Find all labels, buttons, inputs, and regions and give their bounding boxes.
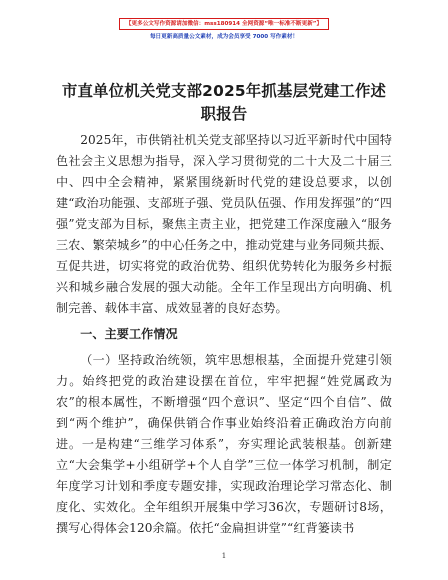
document-title: 市直单位机关党支部2025年抓基层党建工作述职报告 bbox=[61, 82, 387, 123]
intro-paragraph: 2025年，市供销社机关党支部坚持以习近平新时代中国特色社会主义思想为指导，深入学习贯彻党的二十大及二十届三中、四中全会精神，紧紧围绕新时代党的建设总要求，以创建“政治功能强、支部班子强、党员队伍强、作用发挥强”的“四强”党支部为目标，聚焦主责主业，把党建工作深度融入“服务三农、繁荣城乡”的中心任务之中，推动党建与业务同频共振、互促共进，切实将党的政治优势、组织优势转化为服务乡村振兴和城乡融合发展的强大动能。全年工作呈现出方向明确、机制完善、载体丰富、成效显著的良好态势。 bbox=[56, 133, 392, 315]
promo-banner bbox=[0, 10, 448, 41]
document-body bbox=[56, 130, 392, 539]
banner-line-blue: 每日更新高质量公文素材，成为会员享受 7000 写作素材！ bbox=[149, 34, 299, 40]
body-paragraph: （一）坚持政治统领，筑牢思想根基，全面提升党建引领力。始终把党的政治建设摆在首位，牢牢把握“姓党属政为农”的根本属性，不断增强“四个意识”、坚定“四个自信”、做到“两个维护”，确保供销合作事业始终沿着正确政治方向前进。一是构建“三维学习体系”，夯实理论武装根基。创新建立“大会集学+小组研学+个人自学”三位一体学习机制，制定年度学习计划和季度专题安排，实现政治理论学习常态化、制度化、实效化。全年组织开展集中学习36次，专题研讨8场，撰写心得体会120余篇。依托“金扁担讲堂”“红背篓读书 bbox=[56, 353, 392, 535]
section-heading: 一、主要工作情况 bbox=[80, 327, 178, 341]
banner-line-red: 【更多公文写作资源请加微信：mss180914 全网资源“唯一标准不断更新”】 bbox=[119, 18, 329, 30]
page-number: 1 bbox=[221, 552, 227, 560]
